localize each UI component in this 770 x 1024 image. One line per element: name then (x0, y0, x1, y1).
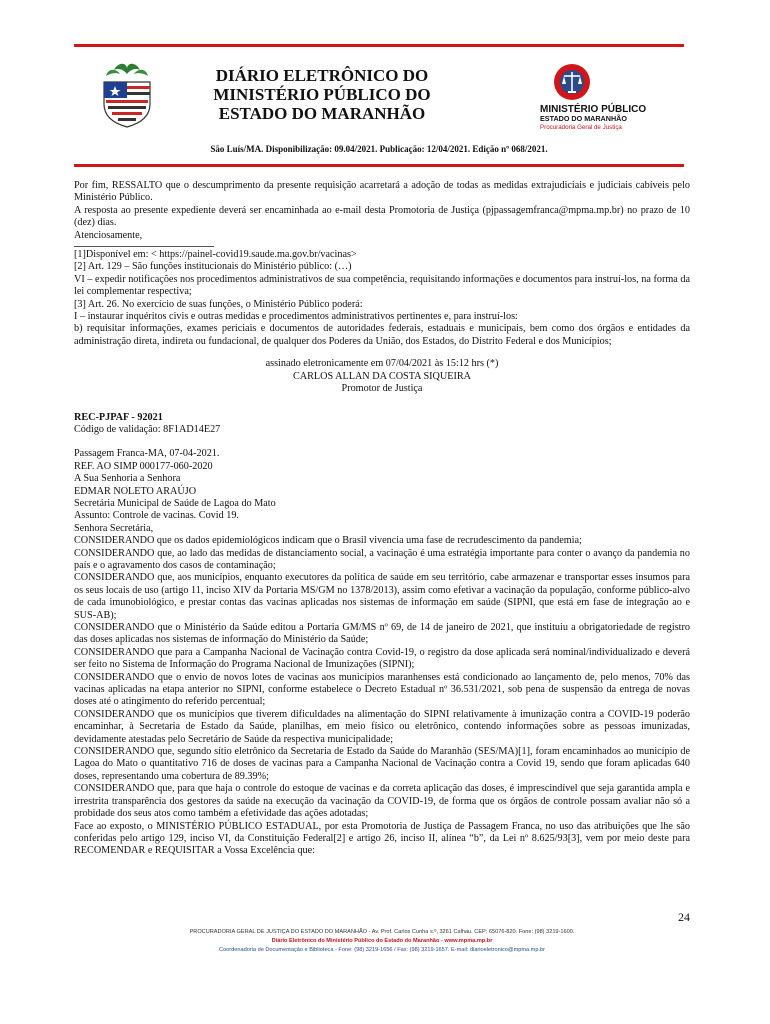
footnote: [1]Disponível em: < https://painel-covid19.saude.ma.gov.br/vacinas> (74, 249, 357, 261)
signature-line: assinado eletronicamente em 07/04/2021 às 15:12 hrs (*) (265, 358, 499, 370)
considerando-paragraph: CONSIDERANDO que, segundo sítio eletrônico da Secretaria de Estado da Saúde do Maranhão (SES/MA)[1], foram encaminhados ao município de Lagoa do Mato o quantitativo 716 de doses de vacinas para a Campanha Nacional de Vacinação contra a Covid 19, sendo que foram aplicadas 640 doses, representando uma cobertura de 89.39%; (74, 746, 690, 782)
footnote-separator (74, 246, 214, 247)
closing-paragraph: Face ao exposto, o MINISTÉRIO PÚBLICO ESTADUAL, por esta Promotoria de Justiça de Passagem Franca, no uso das atribuições que lhe são conferidas pelo artigo 129, inciso VI, da Constituição Federal[2] e artigo 26, inciso II, alínea “b”, da Lei nº 8.625/93[3], vem por meio deste para RECOMENDAR e REQUISITAR a Vossa Excelência que: (74, 820, 690, 857)
considerando-paragraph: CONSIDERANDO que para a Campanha Nacional de Vacinação contra Covid-19, o registro da dose aplicada será nominal/individualizado e deverá ser feito no Sistema de Informação do Programa Nacional de Imunizações (SIPNI); (74, 646, 690, 671)
considerando-paragraph: CONSIDERANDO que, aos municípios, enquanto executores da política de saúde em seu território, cabe armazenar e transportar esses insumos para os seus locais de uso (artigo 11, inciso XIV da Portaria MS/GM no 1378/2013), assim como efetivar a vacinação da população, conforme público-alvo de cada imunobiológico, e prestar contas das vacinas aplicadas nos sistemas de informação em saúde (SIPNI, que está em fase de integração ao e SUS-AB); (74, 572, 690, 621)
maranhao-state-crest-icon (96, 60, 158, 128)
address-line: Assunto: Controle de vacinas. Covid 19. (74, 510, 239, 522)
signature-role: Promotor de Justiça (341, 383, 423, 395)
logo-text-2: ESTADO DO MARANHÃO (540, 114, 627, 123)
logo-text-3: Procuradoria Geral de Justiça (540, 124, 622, 131)
address-line: A Sua Senhoria a Senhora (74, 473, 181, 485)
signature-name: CARLOS ALLAN DA COSTA SIQUEIRA (292, 370, 472, 382)
logo-text-1: MINISTÉRIO PÚBLICO (540, 104, 647, 115)
header-bottom-rule (74, 164, 684, 167)
address-line: EDMAR NOLETO ARAÚJO (74, 485, 197, 497)
signature-block (74, 358, 690, 395)
validation-code: Código de validação: 8F1AD14E27 (74, 423, 221, 435)
footer-site: Diário Eletrônico do Ministério Público do Estado do Maranhão - www.mpma.mp.br (271, 938, 493, 944)
page-number: 24 (678, 910, 690, 924)
footer-address: PROCURADORIA GERAL DE JUSTIÇA DO ESTADO DO MARANHÃO - Av. Prof. Carlos Cunha s.º, 3261 Calhau. CEP: 65076-820. Fone: (98) 3219-1600. (189, 929, 575, 935)
publication-info: São Luís/MA. Disponibilização: 09.04/2021. Publicação: 12/04/2021. Edição nº 068/2021. (210, 144, 548, 154)
intro-paragraph: Por fim, RESSALTO que o descumprimento da presente requisição acarretará a adoção de todas as medidas extrajudiciais e judiciais cabíveis pelo Ministério Público. (74, 180, 690, 204)
journal-title-line-1: DIÁRIO ELETRÔNICO DO (215, 66, 429, 85)
document-body (74, 180, 690, 858)
address-line: Secretária Municipal de Saúde de Lagoa do Mato (74, 497, 276, 509)
intro-paragraph: Atenciosamente, (74, 229, 143, 241)
document-id: REC-PJPAF - 92021 (74, 411, 163, 423)
considerando-paragraph: CONSIDERANDO que os dados epidemiológicos indicam que o Brasil vivencia uma fase de recrudescimento da pandemia; (74, 535, 582, 547)
journal-title (182, 66, 462, 123)
considerando-paragraph: CONSIDERANDO que os municípios que tiverem dificuldades na alimentação do SIPNI relativamente à imunização contra a COVID-19 poderão encaminhar, à Secretaria de Estado da Saúde, planilhas, em meio físico ou eletrônico, contendo informações sobre as pessoas imunizadas, devidamente atestadas pelo Secretário de Saúde da respectiva municipalidade; (74, 708, 690, 745)
page-footer (74, 928, 690, 955)
considerando-paragraph: CONSIDERANDO que o envio de novos lotes de vacinas aos municípios maranhenses está condicionado ao lançamento de, pelo menos, 70% das vacinas aplicadas na etapa anterior no SIPNI, conforme estabelece o Decreto Estadual nº 36.531/2021, sob pena de suspensão da entrega de novas doses até o atingimento do referido percentual; (74, 671, 690, 708)
address-line: Passagem Franca-MA, 07-04-2021. (74, 448, 220, 460)
considerando-paragraph: CONSIDERANDO que o Ministério da Saúde editou a Portaria GM/MS nº 69, de 14 de janeiro de 2021, que instituiu a obrigatoriedade de registro das doses aplicadas nos sistemas de informação do Ministério da Saúde; (74, 622, 690, 646)
journal-title-line-3: ESTADO DO MARANHÃO (218, 104, 426, 123)
address-line: Senhora Secretária, (74, 522, 154, 534)
footnote: VI – expedir notificações nos procedimentos administrativos de sua competência, requisitando informações e documentos para instruí-los, na forma da lei complementar respectiva; (74, 273, 690, 298)
considerando-paragraph: CONSIDERANDO que, para que haja o controle do estoque de vacinas e da correta aplicação das doses, é imprescindível que seja garantida ampla e irrestrita transparência dos gestores da saúde na execução da vacinação da COVID-19, de forma que os órgãos de controle possam avaliar não só a probidade dos seus atos como também a efetividade das ações adotadas; (74, 783, 690, 820)
considerando-paragraph: CONSIDERANDO que, ao lado das medidas de distanciamento social, a vacinação é uma estratégia importante para conter o avanço da pandemia no país e o agravamento dos casos de contaminação; (74, 547, 690, 571)
ministerio-publico-logo (520, 62, 680, 140)
intro-paragraph: A resposta ao presente expediente deverá ser encaminhada ao e-mail desta Promotoria de Justiça (pjpassagemfranca@mpma.mp.br) no prazo de 10 (dez) dias. (74, 204, 690, 229)
footer-contact: Coordenadoria de Documentação e Biblioteca - Fone: (98) 3219-1656 / Fax: (98) 3219-1657. E-mail: diarioeletronico@mpma.mp.br (219, 947, 545, 953)
header-top-rule (74, 44, 684, 47)
ministerio-publico-scales-icon (554, 64, 590, 100)
footnote: I – instaurar inquéritos civis e outras medidas e procedimentos administrativos pertinentes e, para instruí-los: (74, 311, 518, 323)
footnote: [3] Art. 26. No exercício de suas funções, o Ministério Público poderá: (74, 298, 363, 310)
address-line: REF. AO SIMP 000177-060-2020 (74, 460, 213, 472)
journal-title-line-2: MINISTÉRIO PÚBLICO DO (213, 85, 431, 104)
footnote: b) requisitar informações, exames periciais e documentos de autoridades federais, estaduais e municipais, bem como dos órgãos e entidades da administração direta, indireta ou fundacional, de qualquer dos Poderes da União, dos Estados, do Distrito Federal e dos Municípios; (74, 323, 690, 347)
footnote: [2] Art. 129 – São funções institucionais do Ministério público: (…) (74, 261, 352, 273)
